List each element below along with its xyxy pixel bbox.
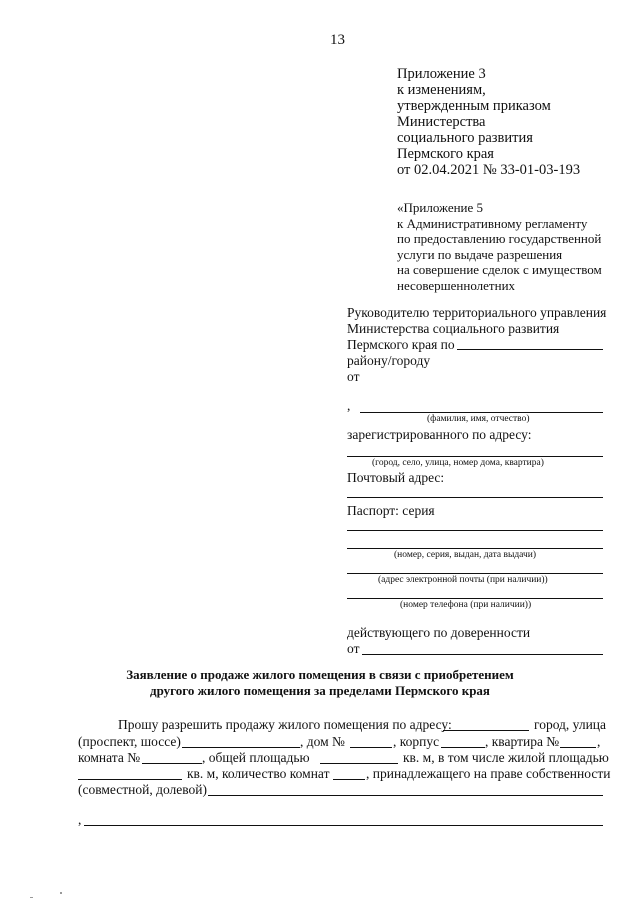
postal-label: Почтовый адрес:	[347, 470, 445, 485]
fio-field[interactable]	[360, 412, 603, 413]
phone-caption: (номер телефона (при наличии))	[400, 600, 532, 610]
body-text: , корпус	[393, 734, 440, 749]
body-text: (совместной, долевой)	[78, 782, 208, 797]
total-area-field[interactable]	[320, 763, 398, 764]
proxy-label: действующего по доверенности	[347, 625, 531, 640]
annex-line: социального развития	[397, 130, 533, 146]
annex-line: Приложение 3	[397, 66, 486, 82]
annex5-line: на совершение сделок с имуществом	[397, 262, 602, 277]
ownership-field-continued[interactable]	[84, 825, 603, 826]
email-field[interactable]	[347, 573, 603, 574]
email-caption: (адрес электронной почты (при наличии))	[378, 575, 548, 585]
department-field[interactable]	[457, 349, 603, 350]
addressee-line-2: Министерства социального развития	[347, 321, 560, 336]
body-text: , общей площадью	[202, 750, 310, 765]
addressee-line-1: Руководителю территориального управления	[347, 305, 607, 320]
room-field[interactable]	[142, 763, 202, 764]
body-text: (проспект, шоссе)	[78, 734, 181, 749]
passport-field-2[interactable]	[347, 548, 603, 549]
house-field[interactable]	[350, 747, 392, 748]
street-field[interactable]	[182, 747, 300, 748]
title-line: другого жилого помещения за пределами Пермского края	[150, 683, 490, 698]
annex-line: Пермского края	[397, 146, 494, 162]
body-text: Прошу разрешить продажу жилого помещения по адресу:	[118, 717, 452, 732]
fio-caption: (фамилия, имя, отчество)	[427, 414, 530, 424]
apartment-field[interactable]	[560, 747, 596, 748]
proxy-field[interactable]	[362, 654, 603, 655]
proxy-from: от	[347, 641, 360, 656]
annex-line: к изменениям,	[397, 82, 486, 98]
annex5-line: несовершеннолетних	[397, 277, 516, 293]
body-text: ,	[78, 812, 82, 827]
annex-line: Министерства	[397, 114, 486, 130]
body-text: , принадлежащего на праве собственности	[366, 766, 611, 781]
registered-address-field[interactable]	[347, 456, 603, 457]
registered-label: зарегистрированного по адресу:	[347, 427, 532, 442]
fio-comma: ,	[347, 398, 351, 413]
building-field[interactable]	[441, 747, 485, 748]
city-field[interactable]	[443, 730, 529, 731]
annex-block	[397, 66, 580, 178]
annex5-line: к Административному регламенту	[397, 215, 588, 231]
annex5-block	[397, 200, 602, 293]
scan-mark	[60, 892, 62, 894]
body-text: ,	[597, 734, 601, 749]
addressee-line-4: району/городу	[347, 353, 431, 368]
phone-field[interactable]	[347, 598, 603, 599]
rooms-count-field[interactable]	[333, 779, 365, 780]
passport-field-1[interactable]	[347, 530, 603, 531]
scan-mark	[30, 897, 33, 898]
body-text: город, улица	[534, 717, 607, 732]
living-area-field[interactable]	[78, 779, 182, 780]
body-text: кв. м, в том числе жилой площадью	[403, 750, 609, 765]
body-text: комната №	[78, 750, 141, 765]
body-text: кв. м, количество комнат	[187, 766, 330, 781]
passport-caption: (номер, серия, выдан, дата выдачи)	[394, 550, 537, 560]
postal-address-field[interactable]	[347, 497, 603, 498]
annex-line: утвержденным приказом	[397, 98, 551, 114]
addressee-line-3: Пермского края по	[347, 337, 455, 352]
ownership-field[interactable]	[208, 795, 603, 796]
addressee-from: от	[347, 369, 360, 384]
page-number: 13	[330, 32, 345, 48]
body-text: , квартира №	[485, 734, 560, 749]
document-title	[0, 667, 640, 699]
annex5-line: услуги по выдаче разрешения	[397, 246, 563, 262]
annex5-line: по предоставлению государственной	[397, 231, 602, 246]
title-line: Заявление о продаже жилого помещения в связи с приобретением	[126, 667, 514, 682]
body-text: , дом №	[300, 734, 345, 749]
passport-label: Паспорт: серия	[347, 503, 435, 518]
address-caption: (город, село, улица, номер дома, квартира)	[372, 458, 544, 468]
annex-line: от 02.04.2021 № 33-01-03-193	[397, 162, 581, 178]
annex5-line: «Приложение 5	[397, 200, 484, 215]
